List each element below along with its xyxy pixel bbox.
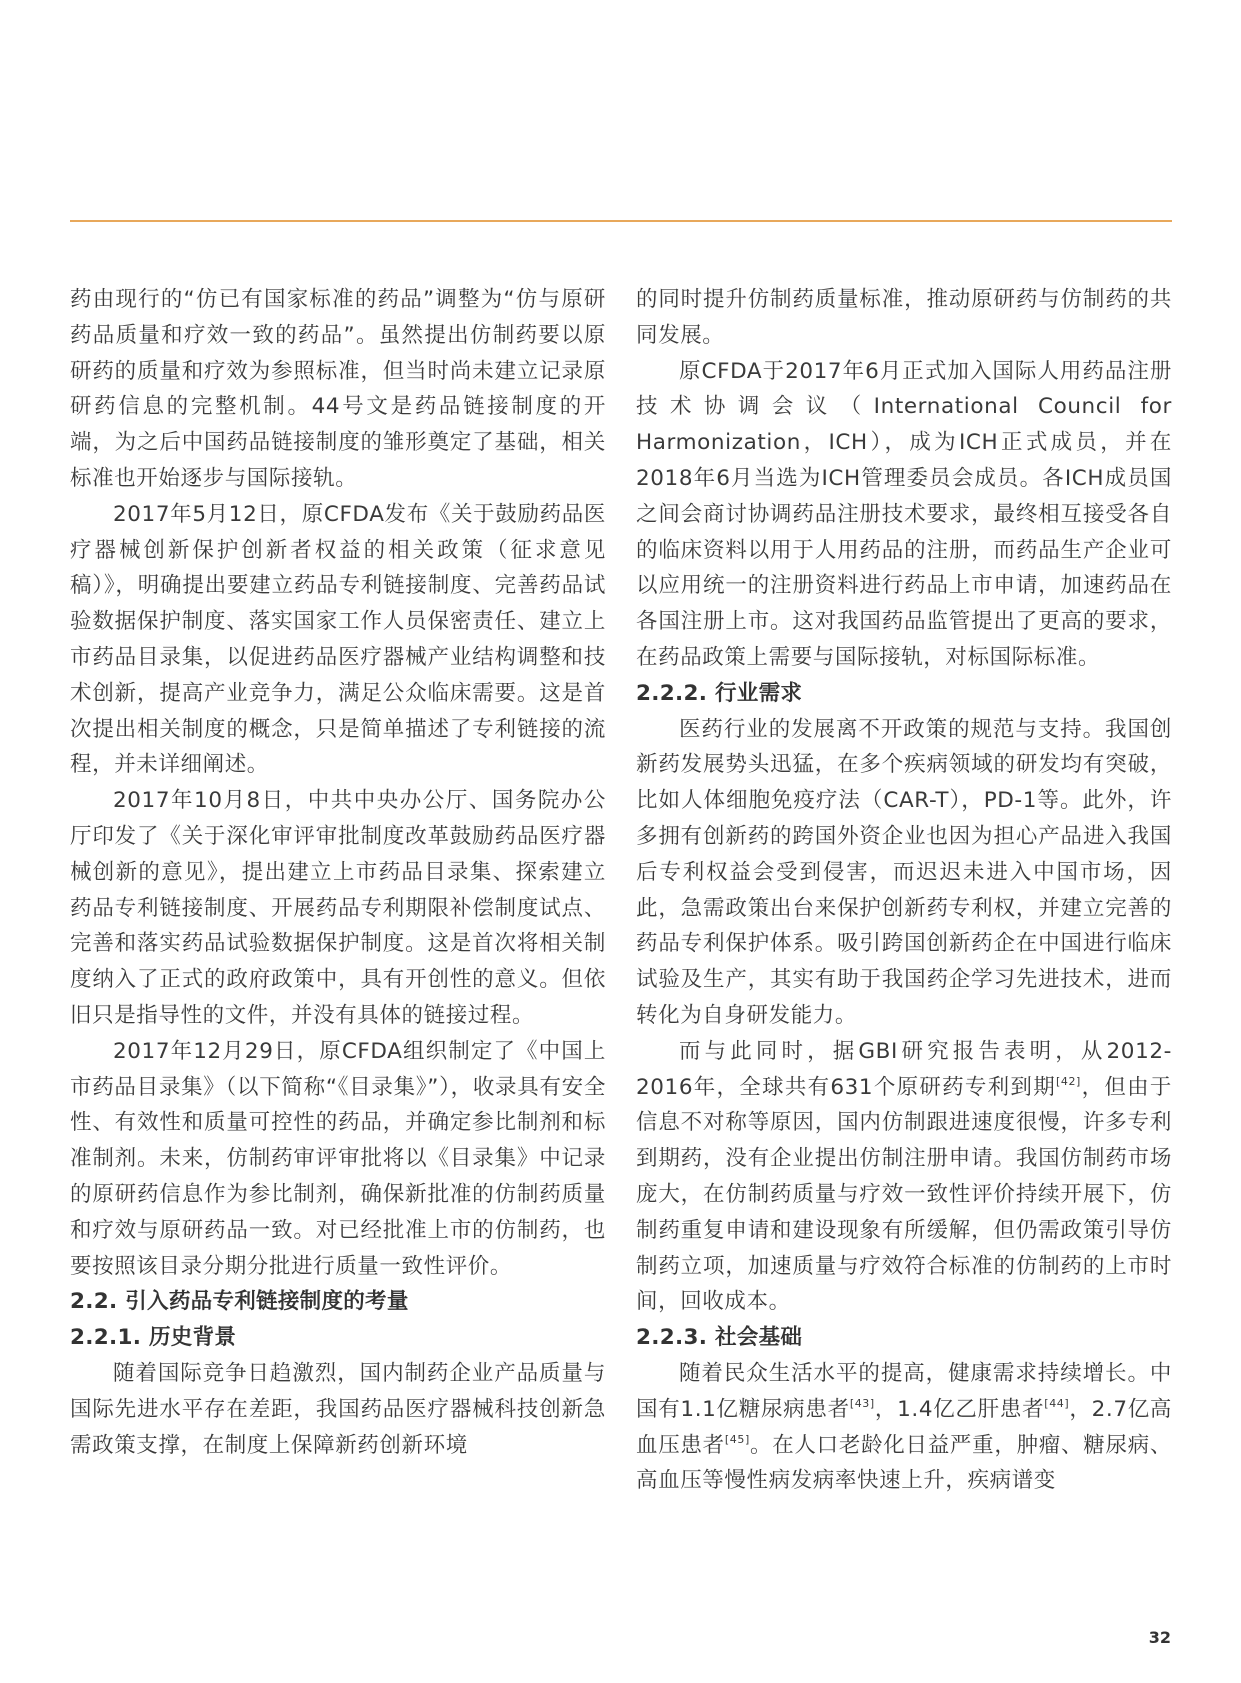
subsection-heading: 2.2.1. 历史背景: [70, 1325, 237, 1351]
paragraph: [636, 1034, 1172, 1320]
page-number: 32: [1148, 1628, 1171, 1647]
paragraph: 2017年12月29日，原CFDA组织制定了《中国上市药品目录集》（以下简称“《目录集》”），收录具有安全性、有效性和质量可控性的药品，并确定参比制剂和标准制剂。未来，仿制药审评审批将以《目录集》中记录的原研药信息作为参比制剂，确保新批准的仿制药质量和疗效与原研药品一致。对已经批准上市的仿制药，也要按照该目录分期分批进行质量一致性评价。: [70, 1038, 606, 1279]
subsection-heading: 2.2.2. 行业需求: [636, 680, 803, 706]
right-column: [636, 282, 1172, 1499]
left-column: [70, 282, 606, 1463]
header-rule: [70, 220, 1172, 222]
paragraph-text: 随着民众生活水平的提高，健康需求持续增长。中国有1.1亿糖尿病患者: [636, 1360, 1172, 1422]
paragraph: 2017年5月12日，原CFDA发布《关于鼓励药品医疗器械创新保护创新者权益的相关政策（征求意见稿）》，明确提出要建立药品专利链接制度、完善药品试验数据保护制度、落实国家工作人员保密责任、建立上市药品目录集，以促进药品医疗器械产业结构调整和技术创新，提高产业竞争力，满足公众临床需要。这是首次提出相关制度的概念，只是简单描述了专利链接的流程，并未详细阐述。: [70, 501, 606, 778]
citation-ref: [42]: [1055, 1074, 1081, 1088]
paragraph: 的同时提升仿制药质量标准，推动原研药与仿制药的共同发展。: [636, 287, 1172, 348]
paragraph-text: ，2.7亿高血压患者: [636, 1396, 1173, 1458]
paragraph: [636, 1356, 1172, 1499]
citation-ref: [44]: [1044, 1396, 1070, 1410]
section-heading: 2.2. 引入药品专利链接制度的考量: [70, 1289, 409, 1315]
paragraph: 随着国际竞争日趋激烈，国内制药企业产品质量与国际先进水平存在差距，我国药品医疗器械科技创新急需政策支撑，在制度上保障新药创新环境: [70, 1360, 606, 1458]
subsection-heading: 2.2.3. 社会基础: [636, 1325, 803, 1351]
paragraph-text: 而与此同时，据GBI研究报告表明，从2012-2016年，全球共有631个原研药专利到期: [636, 1038, 1172, 1100]
citation-ref: [45]: [724, 1432, 750, 1446]
paragraph-text: ，但由于信息不对称等原因，国内仿制跟进速度很慢，许多专利到期药，没有企业提出仿制注册申请。我国仿制药市场庞大，在仿制药质量与疗效一致性评价持续开展下，仿制药重复申请和建设现象有所缓解，但仍需政策引导仿制药立项，加速质量与疗效符合标准的仿制药的上市时间，回收成本。: [636, 1074, 1173, 1315]
paragraph-text: 。在人口老龄化日益严重，肿瘤、糖尿病、高血压等慢性病发病率快速上升，疾病谱变: [636, 1432, 1172, 1494]
paragraph: 2017年10月8日，中共中央办公厅、国务院办公厅印发了《关于深化审评审批制度改革鼓励药品医疗器械创新的意见》，提出建立上市药品目录集、探索建立药品专利链接制度、开展药品专利期限补偿制度试点、完善和落实药品试验数据保护制度。这是首次将相关制度纳入了正式的政府政策中，具有开创性的意义。但依旧只是指导性的文件，并没有具体的链接过程。: [70, 788, 606, 1028]
paragraph: 原CFDA于2017年6月正式加入国际人用药品注册技术协调会议（International Council for Harmonization，ICH），成为ICH正式成员，并在2018年6月当选为ICH管理委员会成员。各ICH成员国之间会商讨协调药品注册技术要求，最终相互接受各自的临床资料以用于人用药品的注册，而药品生产企业可以应用统一的注册资料进行药品上市申请，加速药品在各国注册上市。这对我国药品监管提出了更高的要求，在药品政策上需要与国际接轨，对标国际标准。: [636, 358, 1172, 670]
paragraph: 医药行业的发展离不开政策的规范与支持。我国创新药发展势头迅猛，在多个疾病领域的研发均有突破，比如人体细胞免疫疗法（CAR-T），PD-1等。此外，许多拥有创新药的跨国外资企业也因为担心产品进入我国后专利权益会受到侵害，而迟迟未进入中国市场，因此，急需政策出台来保护创新药专利权，并建立完善的药品专利保护体系。吸引跨国创新药企在中国进行临床试验及生产，其实有助于我国药企学习先进技术，进而转化为自身研发能力。: [636, 716, 1172, 1028]
citation-ref: [43]: [849, 1396, 875, 1410]
paragraph: 药由现行的“仿已有国家标准的药品”调整为“仿与原研药品质量和疗效一致的药品”。虽然提出仿制药要以原研药的质量和疗效为参照标准，但当时尚未建立记录原研药信息的完整机制。44号文是药品链接制度的开端，为之后中国药品链接制度的雏形奠定了基础，相关标准也开始逐步与国际接轨。: [70, 287, 606, 491]
paragraph-text: ，1.4亿乙肝患者: [874, 1396, 1045, 1422]
